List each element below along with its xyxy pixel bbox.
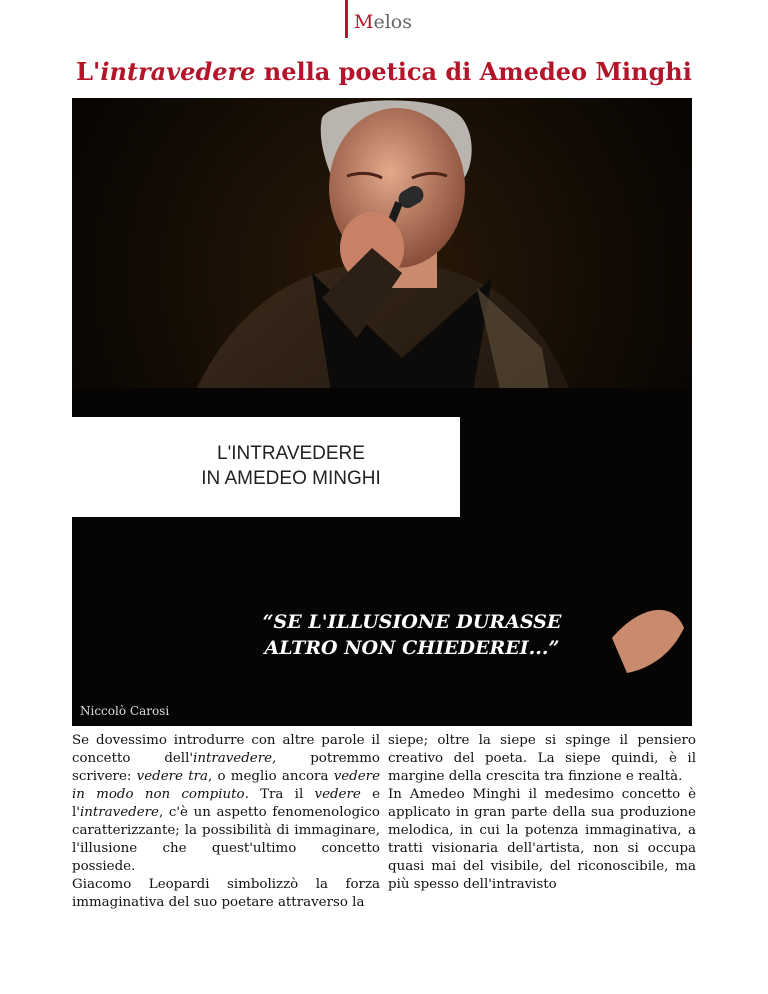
paragraph: siepe; oltre la siepe si spinge il pensiero creativo del poeta. La siepe quindi, è il margine della crescita tra finzione e realtà. [388,733,696,784]
callout-line-1: L'INTRAVEDERE [217,443,365,465]
quote-line-2: ALTRO NON CHIEDEREI...” [264,636,560,659]
singer-photo [72,98,692,726]
callout-line-2: IN AMEDEO MINGHI [201,468,381,489]
brand-name: Melos [354,11,412,33]
quote-line-1: “SE L'ILLUSIONE DURASSE [262,611,562,633]
paragraph: In Amedeo Minghi il medesimo concetto è applicato in gran parte della sua produzione melodica, in cui la potenza immaginativa, a tratti visionaria dell'artista, non si occupa quasi mai del visibile, del riconoscibile, ma più spesso dell'intravisto [388,787,696,892]
magazine-header [345,0,412,38]
paragraph: Giacomo Leopardi simbolizzò la forza immaginativa del suo poetare attraverso la [72,877,380,910]
pull-quote [222,610,602,661]
column-left [72,732,380,912]
author-credit: Niccolò Carosi [80,704,170,718]
callout-box [72,417,460,517]
paragraph: Se dovessimo introdurre con altre parole il concetto dell'intravedere, potremmo scrivere: vedere tra, o meglio ancora vedere in modo non compiuto. Tra il vedere e l'intravedere, c'è un aspetto fenomenologico caratterizzante; la possibilità di immaginare, l'illusione che quest'ultimo concetto possiede. [72,733,380,874]
article-body [72,732,696,912]
article-title: L'intravedere nella poetica di Amedeo Minghi [76,57,692,86]
column-right [388,732,696,912]
